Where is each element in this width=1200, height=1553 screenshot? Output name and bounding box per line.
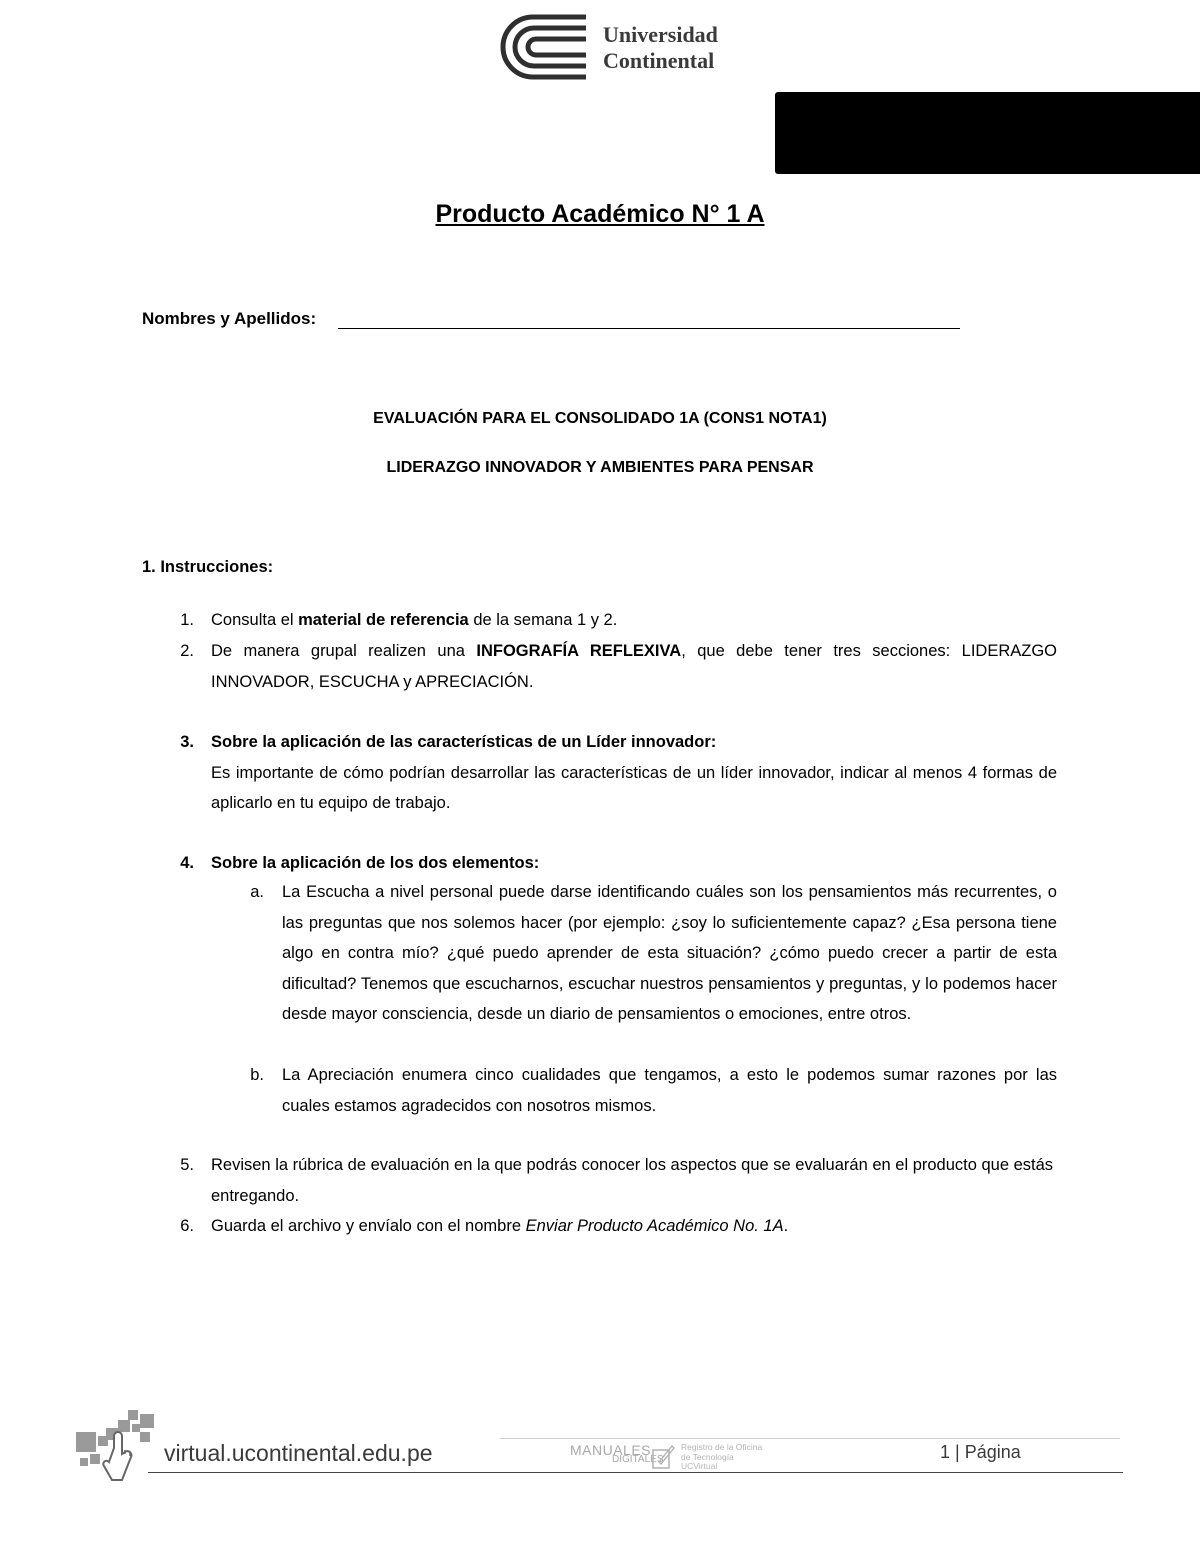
item-text: De manera grupal realizen una (211, 642, 477, 660)
instruction-item-1 (211, 605, 1057, 636)
redaction-box (775, 92, 1200, 174)
page-number-value: 1 (940, 1442, 951, 1462)
page-label: Página (964, 1442, 1021, 1462)
item-text: Guarda el archivo y envíalo con el nombre (211, 1217, 526, 1235)
sub-item-letter: a. (250, 883, 264, 901)
evaluation-title: EVALUACIÓN PARA EL CONSOLIDADO 1A (CONS1 NOTA1) (373, 410, 827, 427)
item-number: 5. (180, 1156, 194, 1174)
item-number: 1. (180, 611, 194, 629)
registration-note: Registro de la Oficina de Tecnología UCVirtual (681, 1442, 763, 1471)
footer-divider (148, 1472, 1123, 1473)
sub-item-a: La Escucha a nivel personal puede darse identificando cuáles son los pensamientos más recurrentes, o las preguntas que nos solemos hacer (por ejemplo: ¿soy lo suficientemente capaz? ¿Esa persona tiene algo en contra mío? ¿qué puedo aprender de esta situación? ¿cómo puedo crecer a partir de esta dificultad? Tenemos que escucharnos, escuchar nuestros pensamientos y preguntas, y lo podemos hacer desde mayor consciencia, desde un diario de pensamientos o emociones, entre otros. (282, 883, 1057, 1023)
item-text: , que debe tener tres secciones: LIDERAZGO INNOVADOR, ESCUCHA y APRECIACIÓN. (211, 642, 1058, 691)
item-text: Es importante de cómo podrían desarrollar las características de un líder innovador, indicar al menos 4 formas de aplicarlo en tu equipo de trabajo. (211, 763, 1057, 812)
instruction-item-5: Revisen la rúbrica de evaluación en la que podrás conocer los aspectos que se evaluarán en el producto que estás entregando. (211, 1156, 1054, 1205)
pen-document-icon (651, 1444, 675, 1470)
item-bold-text: INFOGRAFÍA REFLEXIVA (476, 642, 682, 660)
university-logo-text (603, 22, 773, 74)
sub-item-b: La Apreciación enumera cinco cualidades que tengamos, a esto le podemos sumar razones por las cuales estamos agradecidos con nosotros mismos. (282, 1066, 1057, 1115)
item-text: Consulta el (211, 611, 299, 629)
item-text: . (783, 1217, 789, 1235)
item-italic-text: Enviar Producto Académico No. 1A (525, 1217, 784, 1235)
item-text: de la semana 1 y 2. (468, 611, 618, 629)
logo-line-1: Universidad (603, 22, 718, 47)
item-bold-text: material de referencia (298, 611, 469, 629)
manuales-digitales-logo (570, 1442, 664, 1465)
item-number: 6. (180, 1217, 194, 1235)
instructions-heading: 1. Instrucciones: (142, 558, 274, 576)
item-number: 4. (180, 854, 194, 872)
page-separator: | (955, 1442, 965, 1462)
manuales-line-1: MANUALES (570, 1442, 652, 1458)
instruction-item-4-heading: Sobre la aplicación de los dos elementos: (211, 854, 540, 872)
instruction-item-6 (211, 1211, 1057, 1242)
instruction-item-2 (211, 636, 1057, 697)
document-title: Producto Académico N° 1 A (435, 200, 765, 228)
item-heading: Sobre la aplicación de las características de un Líder innovador: (211, 733, 717, 751)
item-number: 3. (180, 733, 194, 751)
item-number: 2. (180, 642, 194, 660)
footer-top-rule (500, 1438, 1120, 1439)
name-label: Nombres y Apellidos: (142, 309, 317, 328)
university-logo-icon (500, 14, 590, 80)
page-number (940, 1442, 1021, 1463)
footer-website-url: virtual.ucontinental.edu.pe (164, 1440, 433, 1466)
logo-line-2: Continental (603, 48, 715, 73)
sub-item-letter: b. (250, 1066, 264, 1084)
name-underline-field (338, 328, 960, 329)
instruction-item-3 (211, 727, 1057, 819)
course-title: LIDERAZGO INNOVADOR Y AMBIENTES PARA PENSAR (386, 459, 814, 476)
manuales-line-2: DIGITALES (612, 1454, 664, 1465)
